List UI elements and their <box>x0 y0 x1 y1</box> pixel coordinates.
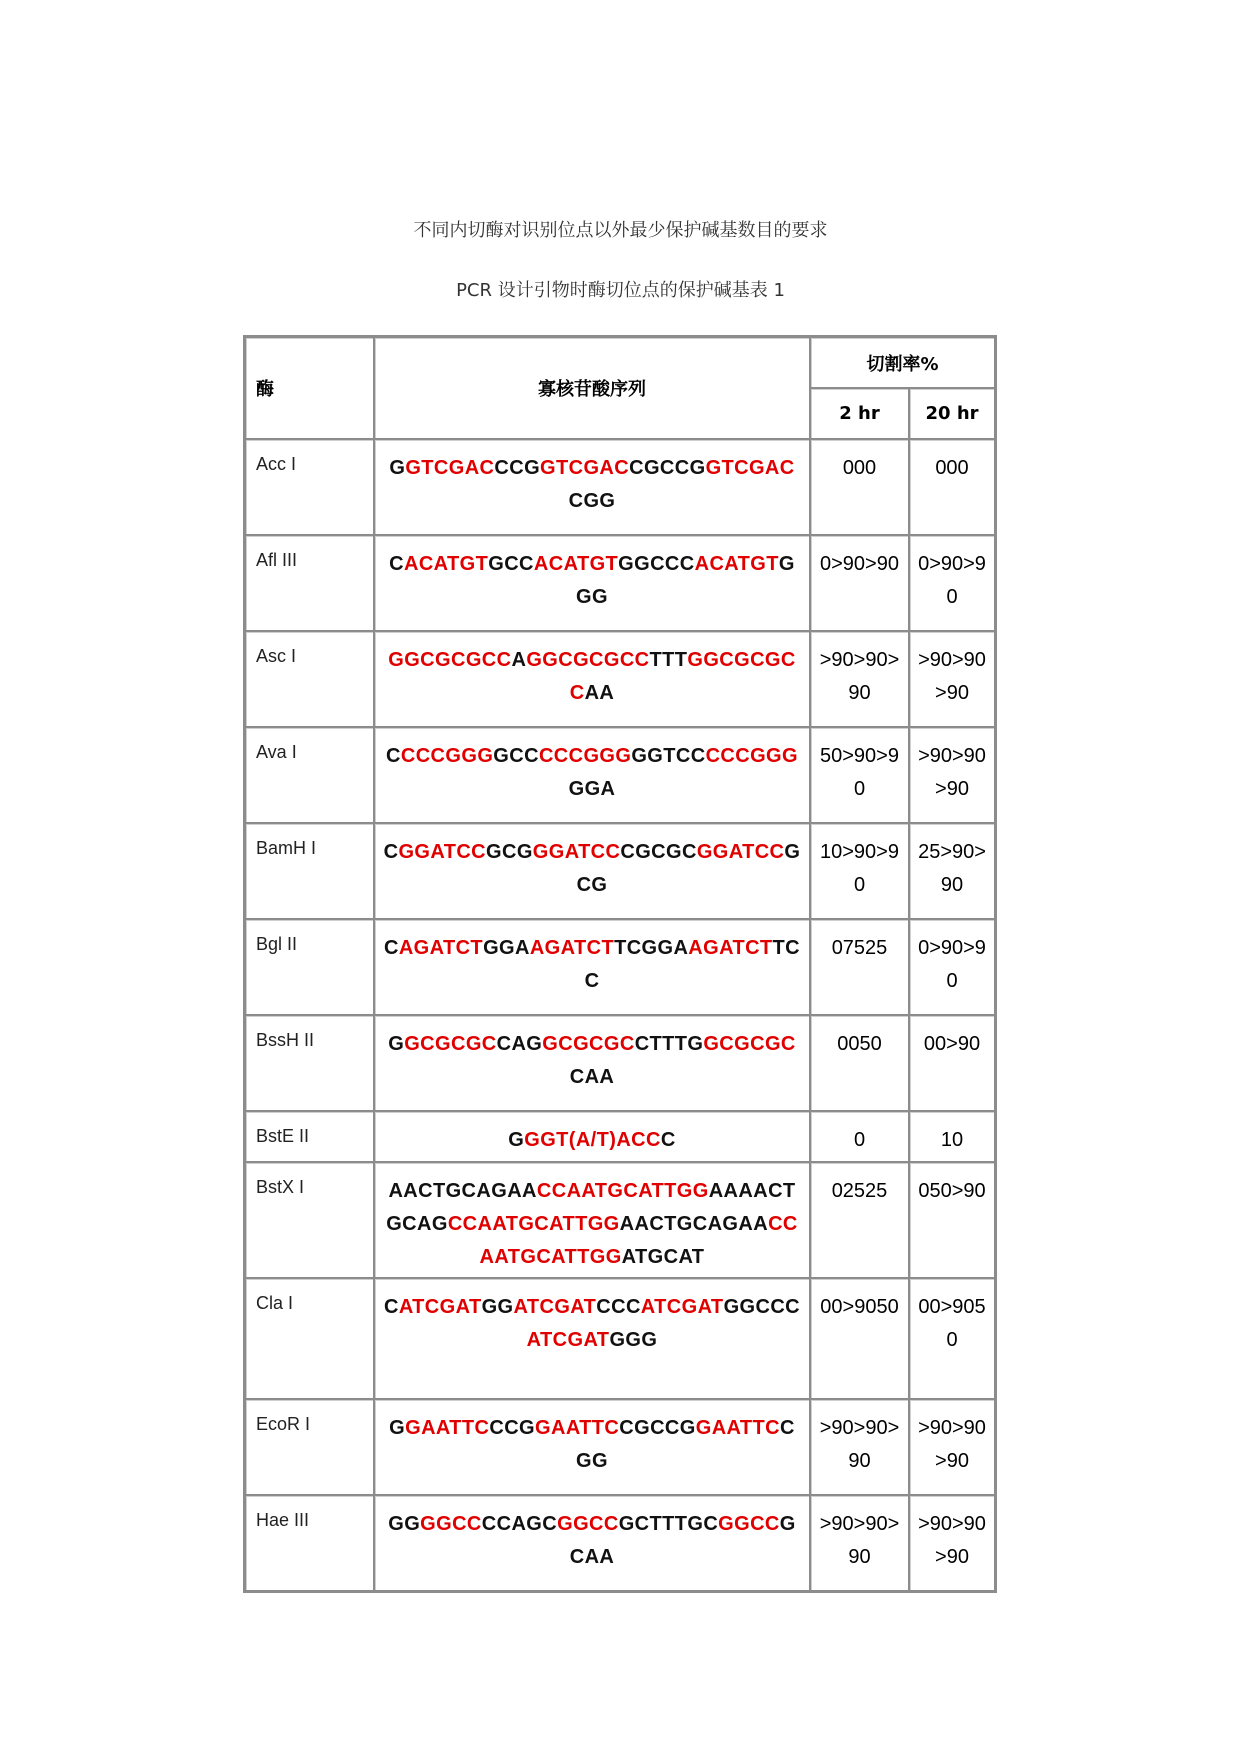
header-cut-rate: 切割率% <box>810 337 995 388</box>
cut-rate-2hr: 50>90>90 <box>810 727 909 823</box>
cut-rate-2hr: >90>90>90 <box>810 631 909 727</box>
table-row <box>245 535 995 631</box>
cut-rate-20hr: 25>90>90 <box>909 823 995 919</box>
cut-rate-20hr: 0>90>90 <box>909 919 995 1015</box>
table-row <box>245 1495 995 1591</box>
flanking-segment: CGG <box>576 1417 795 1472</box>
cut-rate-2hr: 10>90>90 <box>810 823 909 919</box>
cut-rate-20hr: >90>90>90 <box>909 727 995 823</box>
flanking-segment: CCAGC <box>481 1513 558 1535</box>
table-row <box>245 631 995 727</box>
flanking-segment: CCG <box>489 1417 536 1439</box>
flanking-segment: G <box>388 1033 405 1055</box>
restriction-site-segment: GTCGAC <box>540 457 630 479</box>
oligo-sequence <box>374 535 810 631</box>
enzyme-name: Hae III <box>245 1495 374 1591</box>
restriction-site-segment: GGCC <box>557 1513 619 1535</box>
restriction-site-segment: GGT(A/T)ACC <box>524 1129 661 1151</box>
cut-rate-2hr: >90>90>90 <box>810 1495 909 1591</box>
flanking-segment: A <box>511 649 527 671</box>
restriction-site-segment: GGCGCGCC <box>388 649 512 671</box>
restriction-site-segment: ATCGAT <box>513 1296 597 1318</box>
flanking-segment: CTTTG <box>634 1033 704 1055</box>
flanking-segment: GGTCC <box>631 745 706 767</box>
cut-rate-2hr: 000 <box>810 439 909 535</box>
restriction-site-segment: GGATCC <box>532 841 621 863</box>
flanking-segment: ATGCAT <box>621 1246 705 1268</box>
table-row <box>245 1278 995 1399</box>
oligo-sequence <box>374 1278 810 1399</box>
restriction-site-segment: GCGCGC <box>404 1033 497 1055</box>
restriction-site-segment: CCCGGG <box>705 745 798 767</box>
oligo-sequence <box>374 823 810 919</box>
protection-bases-table <box>243 335 997 1593</box>
table-row <box>245 727 995 823</box>
flanking-segment: GGG <box>576 553 795 608</box>
restriction-site-segment: CCAATGCATTGG <box>479 1213 798 1268</box>
restriction-site-segment: GGCC <box>420 1513 482 1535</box>
restriction-site-segment: GTCGAC <box>705 457 795 479</box>
oligo-sequence <box>374 1399 810 1495</box>
document-title: 不同内切酶对识别位点以外最少保护碱基数目的要求 <box>413 220 828 241</box>
flanking-segment: AACTGCAGAA <box>388 1180 537 1202</box>
enzyme-name: BstE II <box>245 1111 374 1162</box>
restriction-site-segment: GAATTC <box>405 1417 490 1439</box>
oligo-sequence <box>374 631 810 727</box>
restriction-site-segment: GGATCC <box>398 841 487 863</box>
header-2hr: 2 hr <box>810 388 909 439</box>
restriction-site-segment: GGCC <box>718 1513 780 1535</box>
flanking-segment: G <box>508 1129 525 1151</box>
flanking-segment: GCC <box>488 553 534 575</box>
restriction-site-segment: ATCGAT <box>526 1329 610 1351</box>
cut-rate-20hr: 00>90 <box>909 1015 995 1111</box>
flanking-segment: C <box>386 745 401 767</box>
flanking-segment: GGG <box>609 1329 658 1351</box>
table-row <box>245 1399 995 1495</box>
flanking-segment: GG <box>388 1513 421 1535</box>
flanking-segment: CGG <box>568 490 616 512</box>
enzyme-name: Ava I <box>245 727 374 823</box>
flanking-segment: C <box>660 1129 676 1151</box>
header-20hr: 20 hr <box>909 388 995 439</box>
enzyme-name: Cla I <box>245 1278 374 1399</box>
flanking-segment: GG <box>481 1296 514 1318</box>
flanking-segment: TTT <box>649 649 688 671</box>
cut-rate-20hr: 000 <box>909 439 995 535</box>
cut-rate-2hr: 00>9050 <box>810 1278 909 1399</box>
cut-rate-20hr: >90>90>90 <box>909 1399 995 1495</box>
table-row <box>245 439 995 535</box>
restriction-site-segment: GGCGCGCC <box>526 649 650 671</box>
restriction-site-segment: ACATGT <box>404 553 489 575</box>
flanking-segment: C <box>383 841 399 863</box>
enzyme-name: BamH I <box>245 823 374 919</box>
flanking-segment: GGCCC <box>723 1296 801 1318</box>
enzyme-name: Afl III <box>245 535 374 631</box>
restriction-site-segment: ATCGAT <box>640 1296 724 1318</box>
flanking-segment: GCTTTGC <box>618 1513 719 1535</box>
header-sequence: 寡核苷酸序列 <box>374 337 810 439</box>
flanking-segment: C <box>383 1296 399 1318</box>
flanking-segment: GGCCC <box>618 553 695 575</box>
flanking-segment: CCC <box>596 1296 641 1318</box>
flanking-segment: GCG <box>486 841 533 863</box>
cut-rate-20hr: 050>90 <box>909 1162 995 1278</box>
flanking-segment: TCGGA <box>614 937 689 959</box>
table-row <box>245 919 995 1015</box>
enzyme-name: BssH II <box>245 1015 374 1111</box>
flanking-segment: GCG <box>576 841 801 896</box>
flanking-segment: GGA <box>483 937 530 959</box>
restriction-site-segment: ACATGT <box>533 553 619 575</box>
flanking-segment: GCC <box>493 745 539 767</box>
oligo-sequence <box>374 727 810 823</box>
flanking-segment: CGCCG <box>629 457 706 479</box>
flanking-segment: G <box>389 457 406 479</box>
table-body <box>245 439 995 1591</box>
oligo-sequence <box>374 439 810 535</box>
cut-rate-2hr: 0 <box>810 1111 909 1162</box>
table-row <box>245 1111 995 1162</box>
oligo-sequence <box>374 1015 810 1111</box>
table-row <box>245 1162 995 1278</box>
restriction-site-segment: GGATCC <box>696 841 785 863</box>
cut-rate-2hr: 0>90>90 <box>810 535 909 631</box>
flanking-segment: GGA <box>568 778 616 800</box>
enzyme-name: EcoR I <box>245 1399 374 1495</box>
enzyme-name: Asc I <box>245 631 374 727</box>
restriction-site-segment: CCAATGCATTGG <box>536 1180 709 1202</box>
cut-rate-20hr: 00>9050 <box>909 1278 995 1399</box>
flanking-segment: CAG <box>496 1033 543 1055</box>
restriction-site-segment: GAATTC <box>535 1417 620 1439</box>
cut-rate-20hr: >90>90>90 <box>909 631 995 727</box>
restriction-site-segment: GCGCGC <box>703 1033 796 1055</box>
cut-rate-2hr: 02525 <box>810 1162 909 1278</box>
restriction-site-segment: AGATCT <box>398 937 484 959</box>
table-row <box>245 823 995 919</box>
oligo-sequence <box>374 1495 810 1591</box>
flanking-segment: G <box>389 1417 406 1439</box>
flanking-segment: AACTGCAGAA <box>619 1213 769 1235</box>
cut-rate-2hr: >90>90>90 <box>810 1399 909 1495</box>
oligo-sequence <box>374 1111 810 1162</box>
restriction-site-segment: CCCGGG <box>538 745 632 767</box>
cut-rate-20hr: 0>90>90 <box>909 535 995 631</box>
enzyme-name: BstX I <box>245 1162 374 1278</box>
flanking-segment: C <box>383 937 399 959</box>
restriction-site-segment: ATCGAT <box>398 1296 482 1318</box>
cut-rate-20hr: 10 <box>909 1111 995 1162</box>
flanking-segment: AAAACTGCAG <box>386 1180 796 1235</box>
oligo-sequence <box>374 919 810 1015</box>
enzyme-name: Acc I <box>245 439 374 535</box>
restriction-site-segment: ACATGT <box>694 553 779 575</box>
restriction-site-segment: GCGCGC <box>542 1033 635 1055</box>
restriction-site-segment: AGATCT <box>529 937 615 959</box>
flanking-segment: CGCCG <box>619 1417 696 1439</box>
table-caption: PCR 设计引物时酶切位点的保护碱基表 1 <box>456 280 785 301</box>
cut-rate-2hr: 0050 <box>810 1015 909 1111</box>
restriction-site-segment: GTCGAC <box>405 457 495 479</box>
restriction-site-segment: AGATCT <box>688 937 773 959</box>
flanking-segment: CAA <box>569 1066 615 1088</box>
restriction-site-segment: GAATTC <box>695 1417 780 1439</box>
restriction-site-segment: CCCGGG <box>400 745 494 767</box>
enzyme-name: Bgl II <box>245 919 374 1015</box>
restriction-site-segment: GGCGCGCC <box>569 649 796 704</box>
cut-rate-2hr: 07525 <box>810 919 909 1015</box>
restriction-site-segment: CCAATGCATTGG <box>447 1213 620 1235</box>
oligo-sequence <box>374 1162 810 1278</box>
header-enzyme: 酶 <box>245 337 374 439</box>
table-row <box>245 1015 995 1111</box>
flanking-segment: C <box>389 553 404 575</box>
flanking-segment: TCC <box>584 937 801 992</box>
cut-rate-20hr: >90>90>90 <box>909 1495 995 1591</box>
flanking-segment: GCAA <box>569 1513 796 1568</box>
flanking-segment: CGCGC <box>620 841 697 863</box>
flanking-segment: CCG <box>494 457 541 479</box>
flanking-segment: AA <box>584 682 615 704</box>
